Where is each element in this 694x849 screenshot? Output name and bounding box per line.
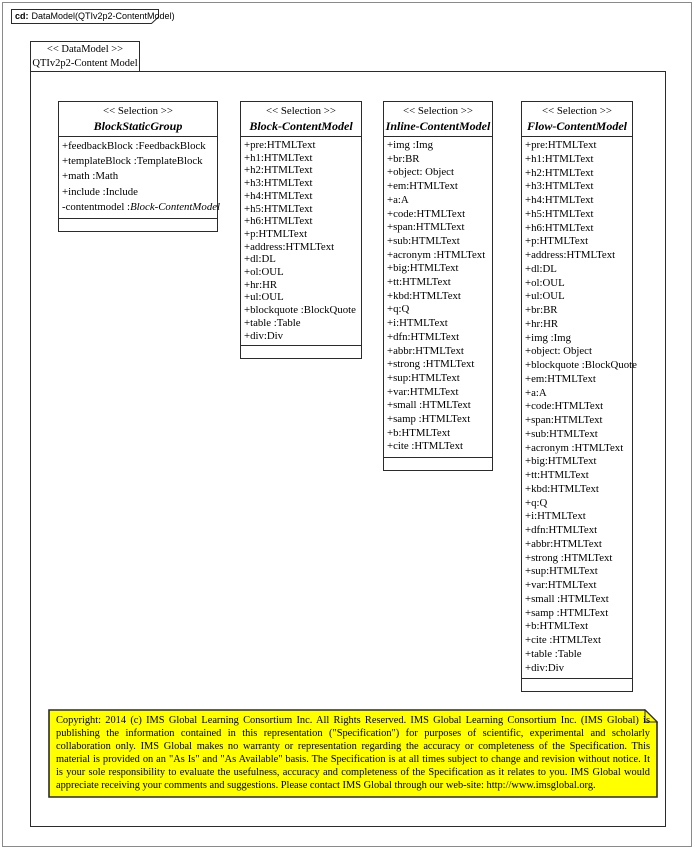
class-attribute: +img :Img [525, 331, 571, 344]
class-attribute: +pre:HTMLText [525, 139, 597, 151]
class-attribute: +math :Math [62, 170, 119, 183]
class-operations-empty [384, 457, 492, 470]
class-attribute: +address:HTMLText [525, 249, 616, 261]
class-operations-empty [522, 678, 632, 691]
class-attribute: +h3:HTMLText [525, 180, 594, 193]
class-attribute: +em:HTMLText [387, 180, 458, 193]
package-stereotype: << DataModel >> [46, 44, 124, 55]
package-name: QTIv2p2-Content Model [32, 58, 138, 69]
class-attribute: +hr:HR [525, 317, 559, 330]
class-attribute: +a:A [525, 386, 547, 399]
class-attribute: +samp :HTMLText [387, 413, 471, 426]
copyright-note [48, 709, 658, 798]
class-header [384, 102, 492, 137]
class-name: Flow-ContentModel [526, 119, 627, 133]
class-attribute: +strong :HTMLText [387, 358, 475, 371]
class-attribute: +dfn:HTMLText [387, 330, 460, 343]
class-attribute: +dfn:HTMLText [525, 524, 598, 536]
class-attribute: +span:HTMLText [387, 221, 465, 234]
class-stereotype: << Selection >> [266, 105, 336, 117]
class-attribute: +tt:HTMLText [387, 276, 451, 289]
class-stereotype: << Selection >> [103, 105, 173, 117]
class-attribute: +b:HTMLText [387, 426, 451, 439]
diagram-canvas [2, 2, 692, 847]
class-attribute: +em:HTMLText [525, 372, 596, 385]
class-stereotype: << Selection >> [403, 105, 473, 117]
class-attribute: +table :Table [525, 647, 582, 660]
class-name: BlockStaticGroup [93, 119, 183, 133]
class-attribute: +p:HTMLText [244, 227, 308, 240]
class-attribute: +q:Q [387, 303, 410, 316]
class-attribute: +h5:HTMLText [525, 207, 594, 220]
class-attribute: +table :Table [244, 316, 301, 329]
class-attribute: +h2:HTMLText [244, 164, 313, 177]
class-attribute: +h3:HTMLText [244, 177, 313, 190]
class-operations-empty [241, 345, 361, 358]
class-attribute: +a:A [387, 193, 409, 206]
class-name: Block-ContentModel [249, 119, 353, 133]
class-attribute: +kbd:HTMLText [525, 482, 599, 495]
class-attribute: +object: Object [387, 166, 454, 179]
class-attribute: +blockquote :BlockQuote [525, 359, 637, 371]
diagram-frame-tab [11, 9, 175, 24]
class-attribute: +acronym :HTMLText [525, 441, 624, 454]
class-attribute: +sup:HTMLText [387, 371, 460, 384]
class-attribute: +address:HTMLText [244, 240, 335, 253]
package-header [30, 41, 140, 73]
class-attribute: +h5:HTMLText [244, 202, 313, 215]
class-stereotype: << Selection >> [542, 105, 612, 117]
class-attribute: +abbr:HTMLText [525, 537, 602, 550]
class-attribute: +big:HTMLText [387, 262, 459, 275]
class-attribute: +big:HTMLText [525, 455, 597, 468]
class-attribute: +strong :HTMLText [525, 551, 613, 564]
class-attribute: +ul:OUL [244, 291, 284, 304]
class-box-flow-contentmodel [521, 101, 637, 692]
class-attribute: +ol:OUL [244, 266, 284, 279]
class-attribute: +var:HTMLText [525, 579, 597, 591]
class-attribute: +blockquote :BlockQuote [244, 304, 356, 317]
copyright-text: Copyright: 2014 (c) IMS Global Learning Consortium Inc. All Rights Reserved. IMS Global Learning Consortium Inc. (IMS Global) is publishing the information contained in this representation ("Specification") for purposes of scientific, experimental and scholarly collaboration only. IMS Global makes no warranty or representation regarding the accuracy or completeness of the Specification. This material is provided on an "As Is" and "As Available" basis. The Specification is at all times subject to change and revision without notice. It is your sole responsibility to evaluate the usefulness, accuracy and completeness of the Specification as it relates to you. IMS Global would appreciate receiving your comments and suggestions. Please contact IMS Global through our web-site: http://www.imsglobal.org. [56, 715, 650, 792]
class-attribute: +cite :HTMLText [387, 440, 463, 453]
class-attribute: +small :HTMLText [387, 399, 471, 412]
class-header [522, 102, 632, 137]
class-attribute: +dl:DL [244, 253, 276, 266]
class-attribute: +span:HTMLText [525, 414, 603, 426]
class-attribute: +acronym :HTMLText [387, 248, 486, 261]
class-attribute: +dl:DL [525, 262, 557, 275]
class-box-block-contentmodel [240, 101, 362, 359]
class-operations-empty [59, 218, 217, 231]
class-attribute: +abbr:HTMLText [387, 344, 464, 357]
class-attribute: +pre:HTMLText [244, 139, 316, 151]
class-attribute: +br:BR [387, 152, 420, 165]
class-attribute: +i:HTMLText [525, 510, 586, 523]
class-attribute: +sub:HTMLText [525, 427, 598, 440]
class-attribute: +div:Div [525, 661, 565, 674]
class-attribute: +i:HTMLText [387, 317, 448, 330]
class-attribute: +sub:HTMLText [387, 234, 460, 247]
class-attribute: +var:HTMLText [387, 385, 459, 398]
class-attribute: +code:HTMLText [387, 207, 466, 220]
class-attribute: +ol:OUL [525, 276, 565, 289]
class-attribute: +h1:HTMLText [525, 152, 594, 165]
class-attribute: +p:HTMLText [525, 235, 589, 248]
class-attribute: +br:BR [525, 304, 558, 316]
class-attributes [384, 137, 492, 457]
class-attributes [59, 137, 221, 218]
class-attribute: +img :Img [387, 139, 433, 151]
class-attribute: +feedbackBlock :FeedbackBlock [62, 140, 206, 152]
class-attribute: +h4:HTMLText [525, 194, 594, 206]
class-attribute: +include :Include [62, 185, 138, 198]
diagram-type-prefix: cd: [15, 11, 29, 21]
class-attribute: +small :HTMLText [525, 592, 609, 605]
diagram-title-text: DataModel(QTIv2p2-ContentModel) [31, 11, 175, 21]
class-attribute: +sup:HTMLText [525, 565, 598, 578]
class-attribute: +cite :HTMLText [525, 634, 601, 646]
class-attributes [522, 137, 637, 678]
class-header [59, 102, 217, 137]
class-name: Inline-ContentModel [385, 119, 491, 133]
class-attributes [241, 137, 361, 345]
class-attribute: +h1:HTMLText [244, 151, 313, 164]
class-attribute: +ul:OUL [525, 290, 565, 303]
class-header [241, 102, 361, 137]
class-box-inline-contentmodel [383, 101, 493, 471]
class-attribute: +div:Div [244, 329, 284, 342]
class-attribute: +h4:HTMLText [244, 189, 313, 202]
class-attribute: +hr:HR [244, 278, 278, 291]
class-attribute: +samp :HTMLText [525, 606, 609, 619]
class-attribute: +q:Q [525, 496, 548, 509]
class-box-blockstaticgroup [58, 101, 221, 232]
class-attribute: +h6:HTMLText [525, 221, 594, 234]
class-attribute: +h2:HTMLText [525, 166, 594, 179]
class-attribute: +tt:HTMLText [525, 469, 589, 481]
class-attribute: -contentmodel :Block-ContentModel [62, 200, 221, 213]
class-attribute: +object: Object [525, 345, 592, 358]
class-attribute: +templateBlock :TemplateBlock [62, 155, 203, 168]
class-attribute: +code:HTMLText [525, 400, 604, 413]
diagram-title [15, 10, 175, 22]
class-attribute: +h6:HTMLText [244, 215, 313, 228]
class-attribute: +b:HTMLText [525, 620, 589, 633]
class-attribute: +kbd:HTMLText [387, 289, 461, 302]
